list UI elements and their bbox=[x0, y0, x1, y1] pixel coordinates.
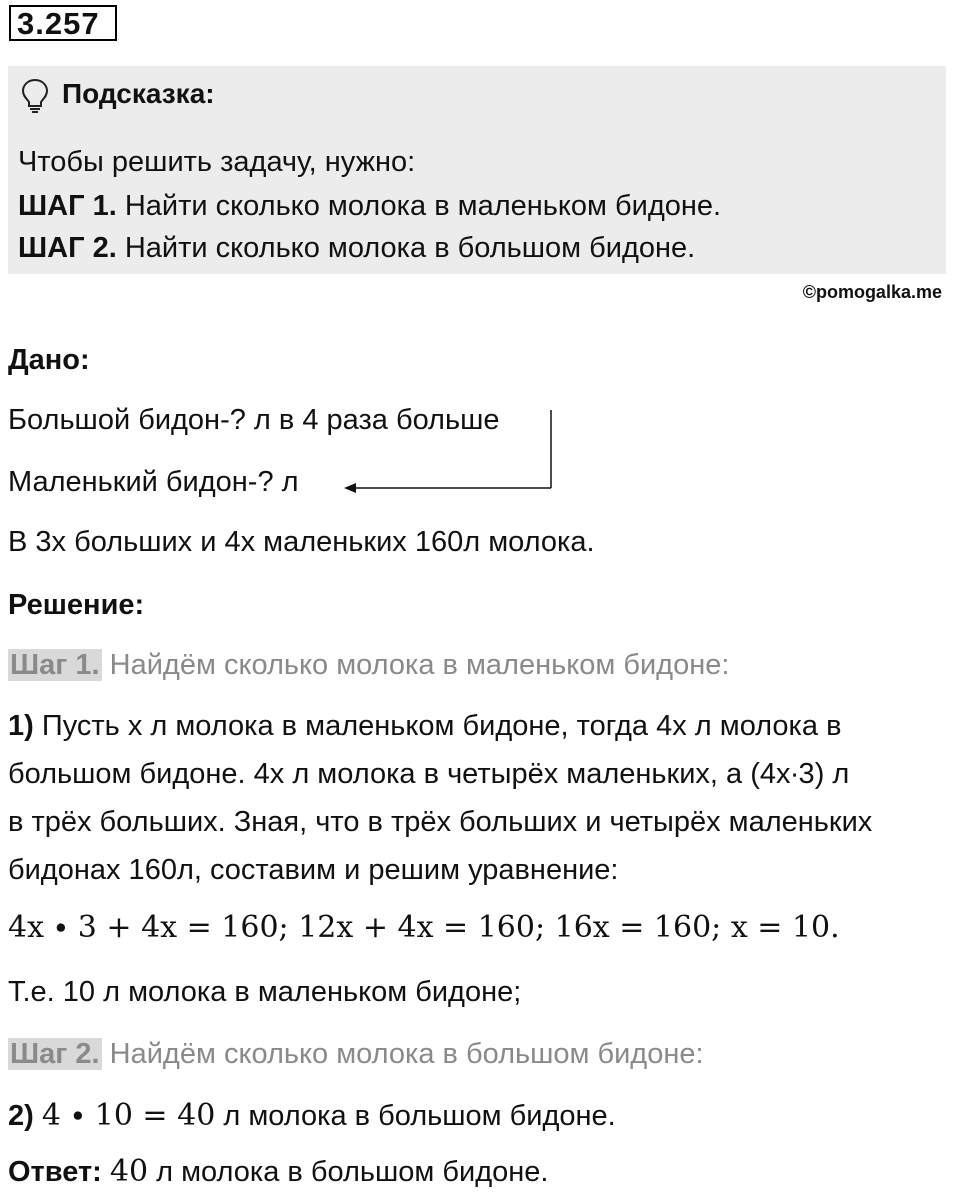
paragraph-1-line-2: большом бидоне. 4х л молока в четырёх маленьких, а (4х∙3) л bbox=[8, 758, 850, 790]
paragraph-2-text: л молока в большом бидоне. bbox=[215, 1100, 616, 1132]
paragraph-2-number: 2) bbox=[8, 1100, 34, 1132]
task-number: 3.257 bbox=[9, 5, 117, 41]
step-2-header bbox=[8, 1034, 704, 1074]
given-line-2: Маленький бидон-? л bbox=[8, 466, 299, 498]
credit: ©pomogalka.me bbox=[802, 282, 942, 302]
paragraph-1-line-4: бидонах 160л, составим и решим уравнение: bbox=[8, 854, 619, 886]
hint-step-1-label: ШАГ 1. bbox=[18, 190, 117, 222]
paragraph-1-number: 1) bbox=[8, 710, 34, 742]
paragraph-1-line-3: в трёх больших. Зная, что в трёх больших и четырёх маленьких bbox=[8, 806, 873, 838]
given-heading: Дано: bbox=[8, 344, 90, 376]
solution-heading: Решение: bbox=[8, 589, 145, 621]
hint-step-2-text: Найти сколько молока в большом бидоне. bbox=[116, 232, 696, 264]
paragraph-1-text: Пусть х л молока в маленьком бидоне, тогда 4х л молока в bbox=[33, 710, 842, 742]
answer bbox=[8, 1152, 548, 1192]
hint-step-1-text: Найти сколько молока в маленьком бидоне. bbox=[116, 190, 722, 222]
step-2-title: Найдём сколько молока в большом бидоне: bbox=[101, 1038, 704, 1070]
step-1-title: Найдём сколько молока в маленьком бидоне: bbox=[101, 649, 730, 681]
answer-text: л молока в большом бидоне. bbox=[148, 1156, 549, 1188]
hint-step-1 bbox=[18, 186, 721, 226]
paragraph-1-line-1 bbox=[8, 706, 841, 746]
hint-title: Подсказка: bbox=[62, 78, 215, 109]
result-1: Т.е. 10 л молока в маленьком бидоне; bbox=[8, 976, 522, 1008]
paragraph-2-math: 4 ∙ 10 = 40 bbox=[41, 1098, 216, 1133]
given-line-1: Большой бидон-? л в 4 раза больше bbox=[8, 404, 500, 436]
hint-intro: Чтобы решить задачу, нужно: bbox=[18, 146, 416, 178]
step-2-tag: Шаг 2. bbox=[10, 1038, 100, 1070]
answer-math: 40 bbox=[109, 1154, 149, 1189]
step-1-tag: Шаг 1. bbox=[10, 649, 100, 681]
equation: 4x ∙ 3 + 4x = 160; 12x + 4x = 160; 16x = 160; x = 10. bbox=[8, 910, 840, 945]
answer-label: Ответ: bbox=[8, 1156, 102, 1188]
hint-step-2-label: ШАГ 2. bbox=[18, 232, 117, 264]
step-1-header bbox=[8, 645, 729, 685]
hint-step-2 bbox=[18, 228, 695, 268]
given-line-3: В 3х больших и 4х маленьких 160л молока. bbox=[8, 526, 595, 558]
paragraph-2 bbox=[8, 1096, 616, 1136]
lightbulb-icon bbox=[20, 78, 50, 114]
